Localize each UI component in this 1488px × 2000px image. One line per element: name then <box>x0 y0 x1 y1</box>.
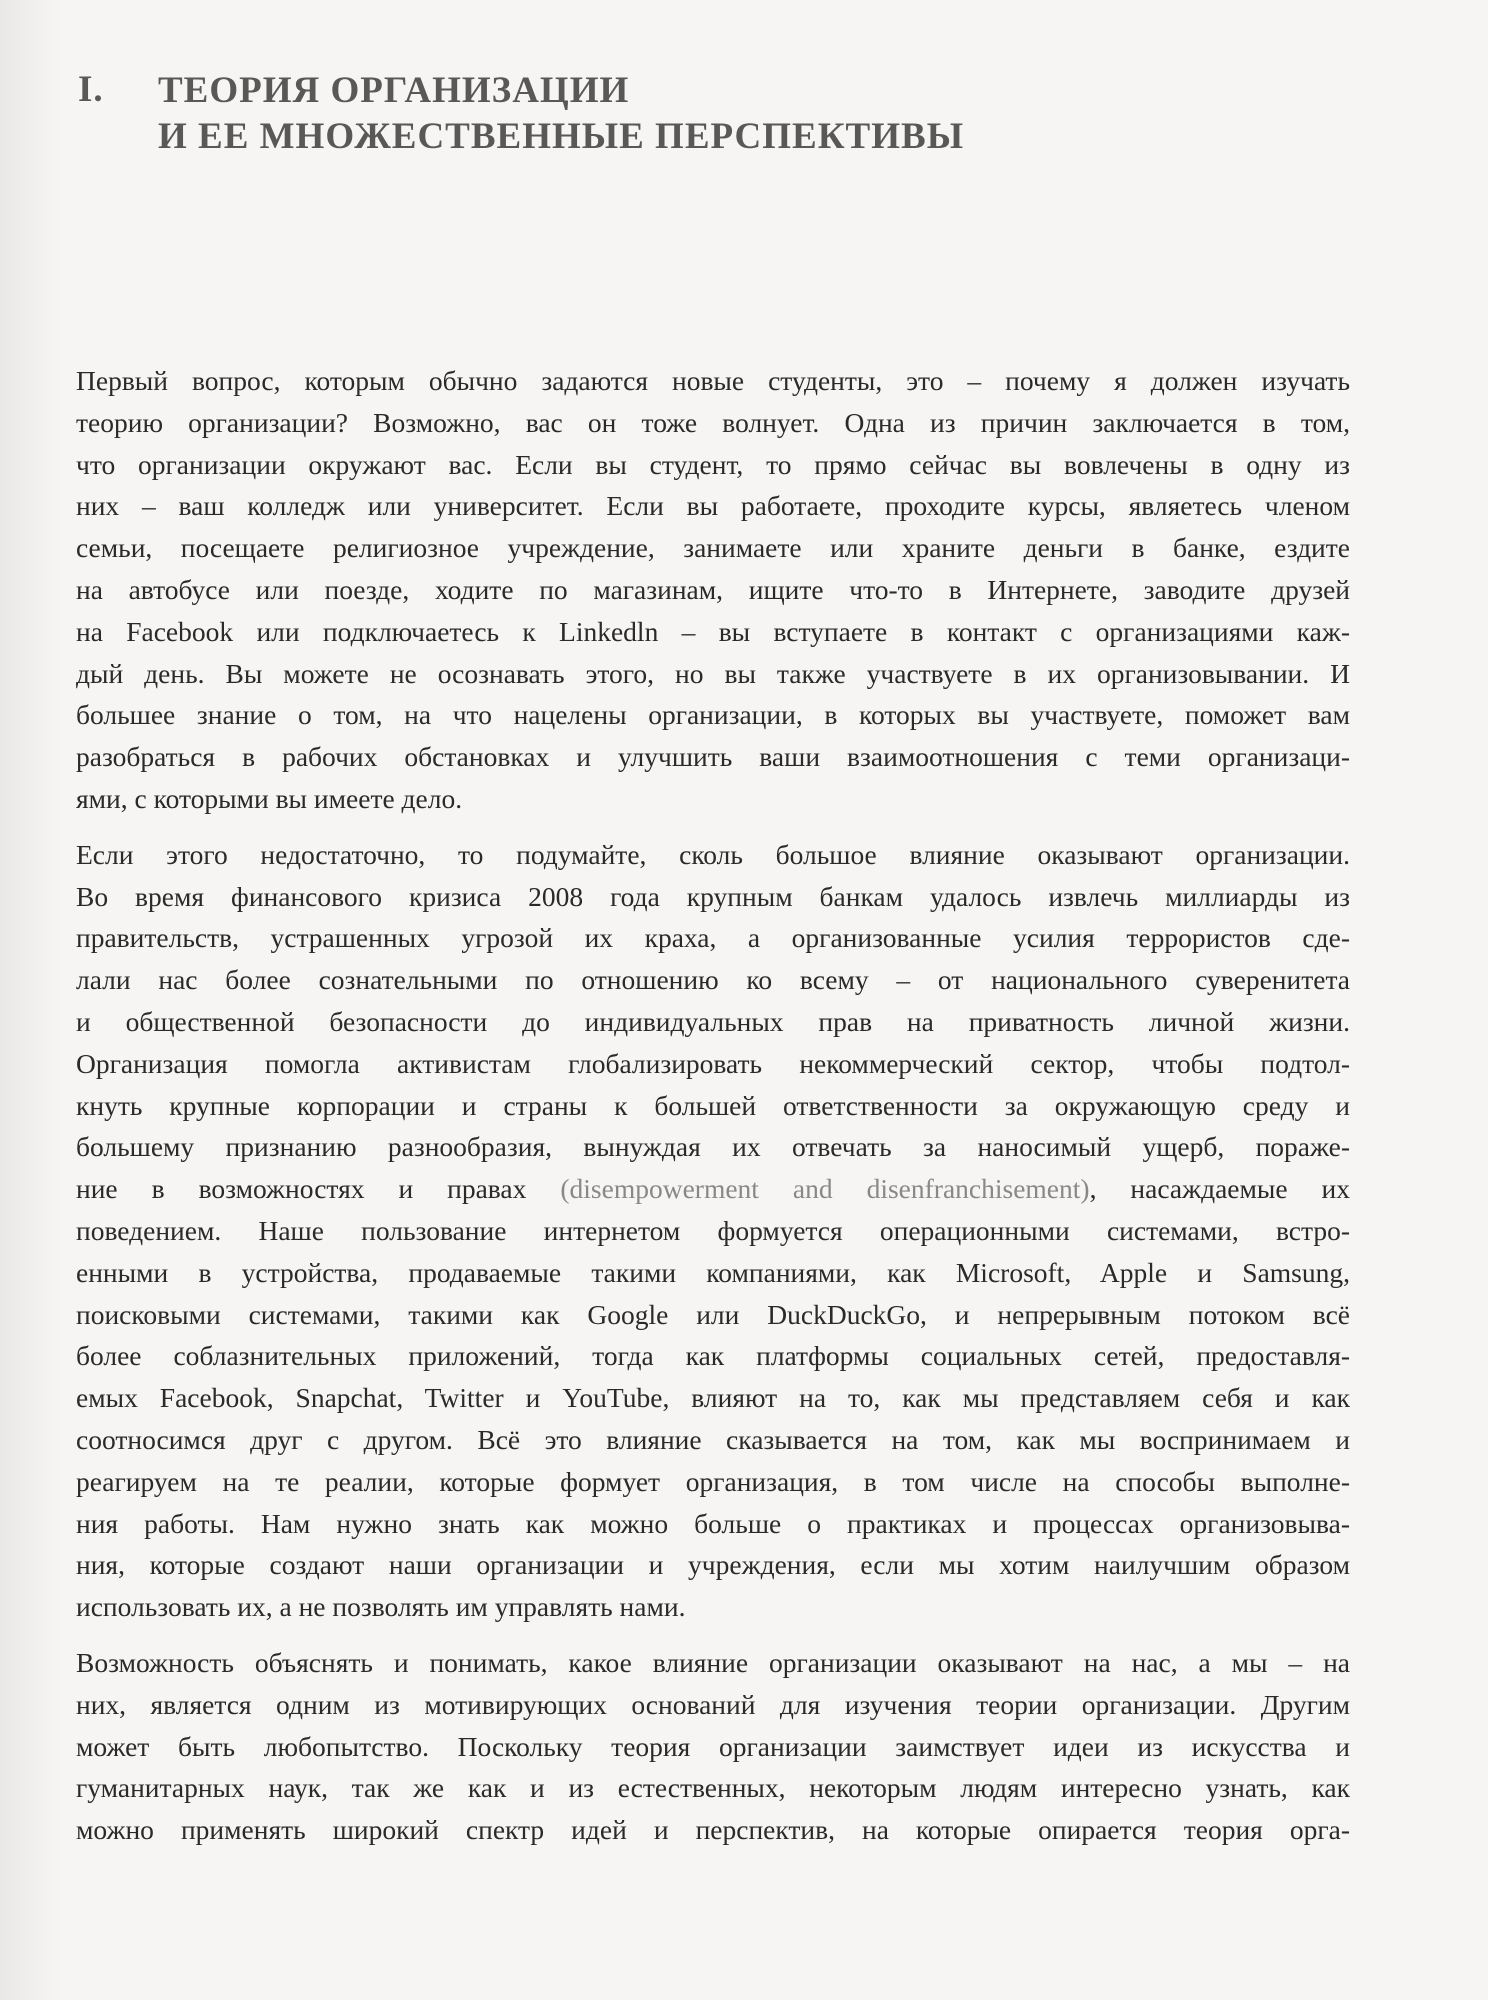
text-line: на автобусе или поезде, ходите по магазинам, ищите что-то в Интернете, заводите друзей <box>76 573 1350 605</box>
text-line: кнуть крупные корпорации и страны к большей ответственности за окружающую среду и <box>76 1089 1350 1121</box>
paragraph-3 <box>76 1642 1350 1851</box>
text-line: емых Facebook, Snapchat, Twitter и YouTube, влияют на то, как мы представляем себя и как <box>76 1382 1350 1414</box>
text-line: поисковыми системами, такими как Google или DuckDuckGo, и непрерывным потоком всё <box>76 1298 1350 1330</box>
text-line: лали нас более сознательными по отношению ко всему – от национального суверенитета <box>76 964 1350 996</box>
text-line: более соблазнительных приложений, тогда как платформы социальных сетей, предоставля- <box>76 1340 1350 1372</box>
text-line: Возможность объяснять и понимать, какое влияние организации оказывают на нас, а мы – на <box>76 1646 1350 1678</box>
chapter-title-line: И ЕЕ МНОЖЕСТВЕННЫЕ ПЕРСПЕКТИВЫ <box>158 116 965 157</box>
paragraph-2 <box>76 834 1350 1628</box>
text-line: соотносимся друг с другом. Всё это влияние сказывается на том, как мы воспринимаем и <box>76 1423 1350 1455</box>
text-line: правительств, устрашенных угрозой их краха, а организованные усилия террористов сде- <box>76 922 1350 954</box>
text-line: них – ваш колледж или университет. Если вы работаете, проходите курсы, являетесь членом <box>76 490 1350 522</box>
paragraph-1 <box>76 360 1350 820</box>
text-line: теорию организации? Возможно, вас он тоже волнует. Одна из причин заключается в том, <box>76 406 1350 438</box>
chapter-title <box>158 68 964 160</box>
text-line: использовать их, а не позволять им управлять нами. <box>76 1591 686 1623</box>
term-line-before: ние в возможностях и правах <box>76 1173 561 1205</box>
text-line: разобраться в рабочих обстановках и улучшить ваши взаимоотношения с теми организаци- <box>76 741 1350 773</box>
text-line: ния, которые создают наши организации и учреждения, если мы хотим наилучшим образом <box>76 1549 1350 1581</box>
text-line: Если этого недостаточно, то подумайте, сколь большое влияние оказывают организации. <box>76 838 1350 870</box>
text-line: ями, с которыми вы имеете дело. <box>76 782 463 814</box>
text-line: семьи, посещаете религиозное учреждение, занимаете или храните деньги в банке, ездите <box>76 532 1350 564</box>
text-line: Первый вопрос, которым обычно задаются новые студенты, это – почему я должен изучать <box>76 365 1350 396</box>
text-line: большее знание о том, на что нацелены организации, в которых вы участвуете, поможет вам <box>76 699 1350 731</box>
text-line: что организации окружают вас. Если вы студент, то прямо сейчас вы вовлечены в одну из <box>76 448 1350 480</box>
page-edge-shadow <box>0 0 60 2000</box>
body-text <box>76 360 1350 1865</box>
text-line: поведением. Наше пользование интернетом формуется операционными системами, встро- <box>76 1214 1350 1246</box>
text-line: Во время финансового кризиса 2008 года крупным банкам удалось извлечь миллиарды из <box>76 880 1350 912</box>
text-line: енными в устройства, продаваемые такими компаниями, как Microsoft, Apple и Samsung, <box>76 1256 1350 1288</box>
text-line-with-english-term <box>76 1168 1350 1210</box>
text-line: гуманитарных наук, так же как и из естественных, некоторым людям интересно узнать, как <box>76 1772 1350 1804</box>
text-line: дый день. Вы можете не осознавать этого, но вы также участвуете в их организовывании. И <box>76 657 1350 689</box>
text-line: ния работы. Нам нужно знать как можно больше о практиках и процессах организовыва- <box>76 1507 1350 1539</box>
text-line: Организация помогла активистам глобализировать некоммерческий сектор, чтобы подтол- <box>76 1047 1350 1079</box>
term-line-after: , насаждаемые их <box>1089 1173 1350 1205</box>
text-line: них, является одним из мотивирующих оснований для изучения теории организации. Другим <box>76 1688 1350 1720</box>
text-line: и общественной безопасности до индивидуальных прав на приватность личной жизни. <box>76 1005 1350 1037</box>
text-line: можно применять широкий спектр идей и перспектив, на которые опирается теория орга- <box>76 1814 1350 1846</box>
english-term: (disempowerment and disenfranchisement) <box>560 1173 1090 1205</box>
chapter-title-line: ТЕОРИЯ ОРГАНИЗАЦИИ <box>158 70 630 111</box>
chapter-number: I. <box>78 69 104 110</box>
text-line: может быть любопытство. Поскольку теория организации заимствует идеи из искусства и <box>76 1730 1350 1762</box>
text-line: большему признанию разнообразия, вынуждая их отвечать за наносимый ущерб, пораже- <box>76 1131 1350 1163</box>
text-line: на Facebook или подключаетесь к Linkedln – вы вступаете в контакт с организациями каж- <box>76 615 1350 647</box>
text-line: реагируем на те реалии, которые формует организация, в том числе на способы выполне- <box>76 1465 1350 1497</box>
